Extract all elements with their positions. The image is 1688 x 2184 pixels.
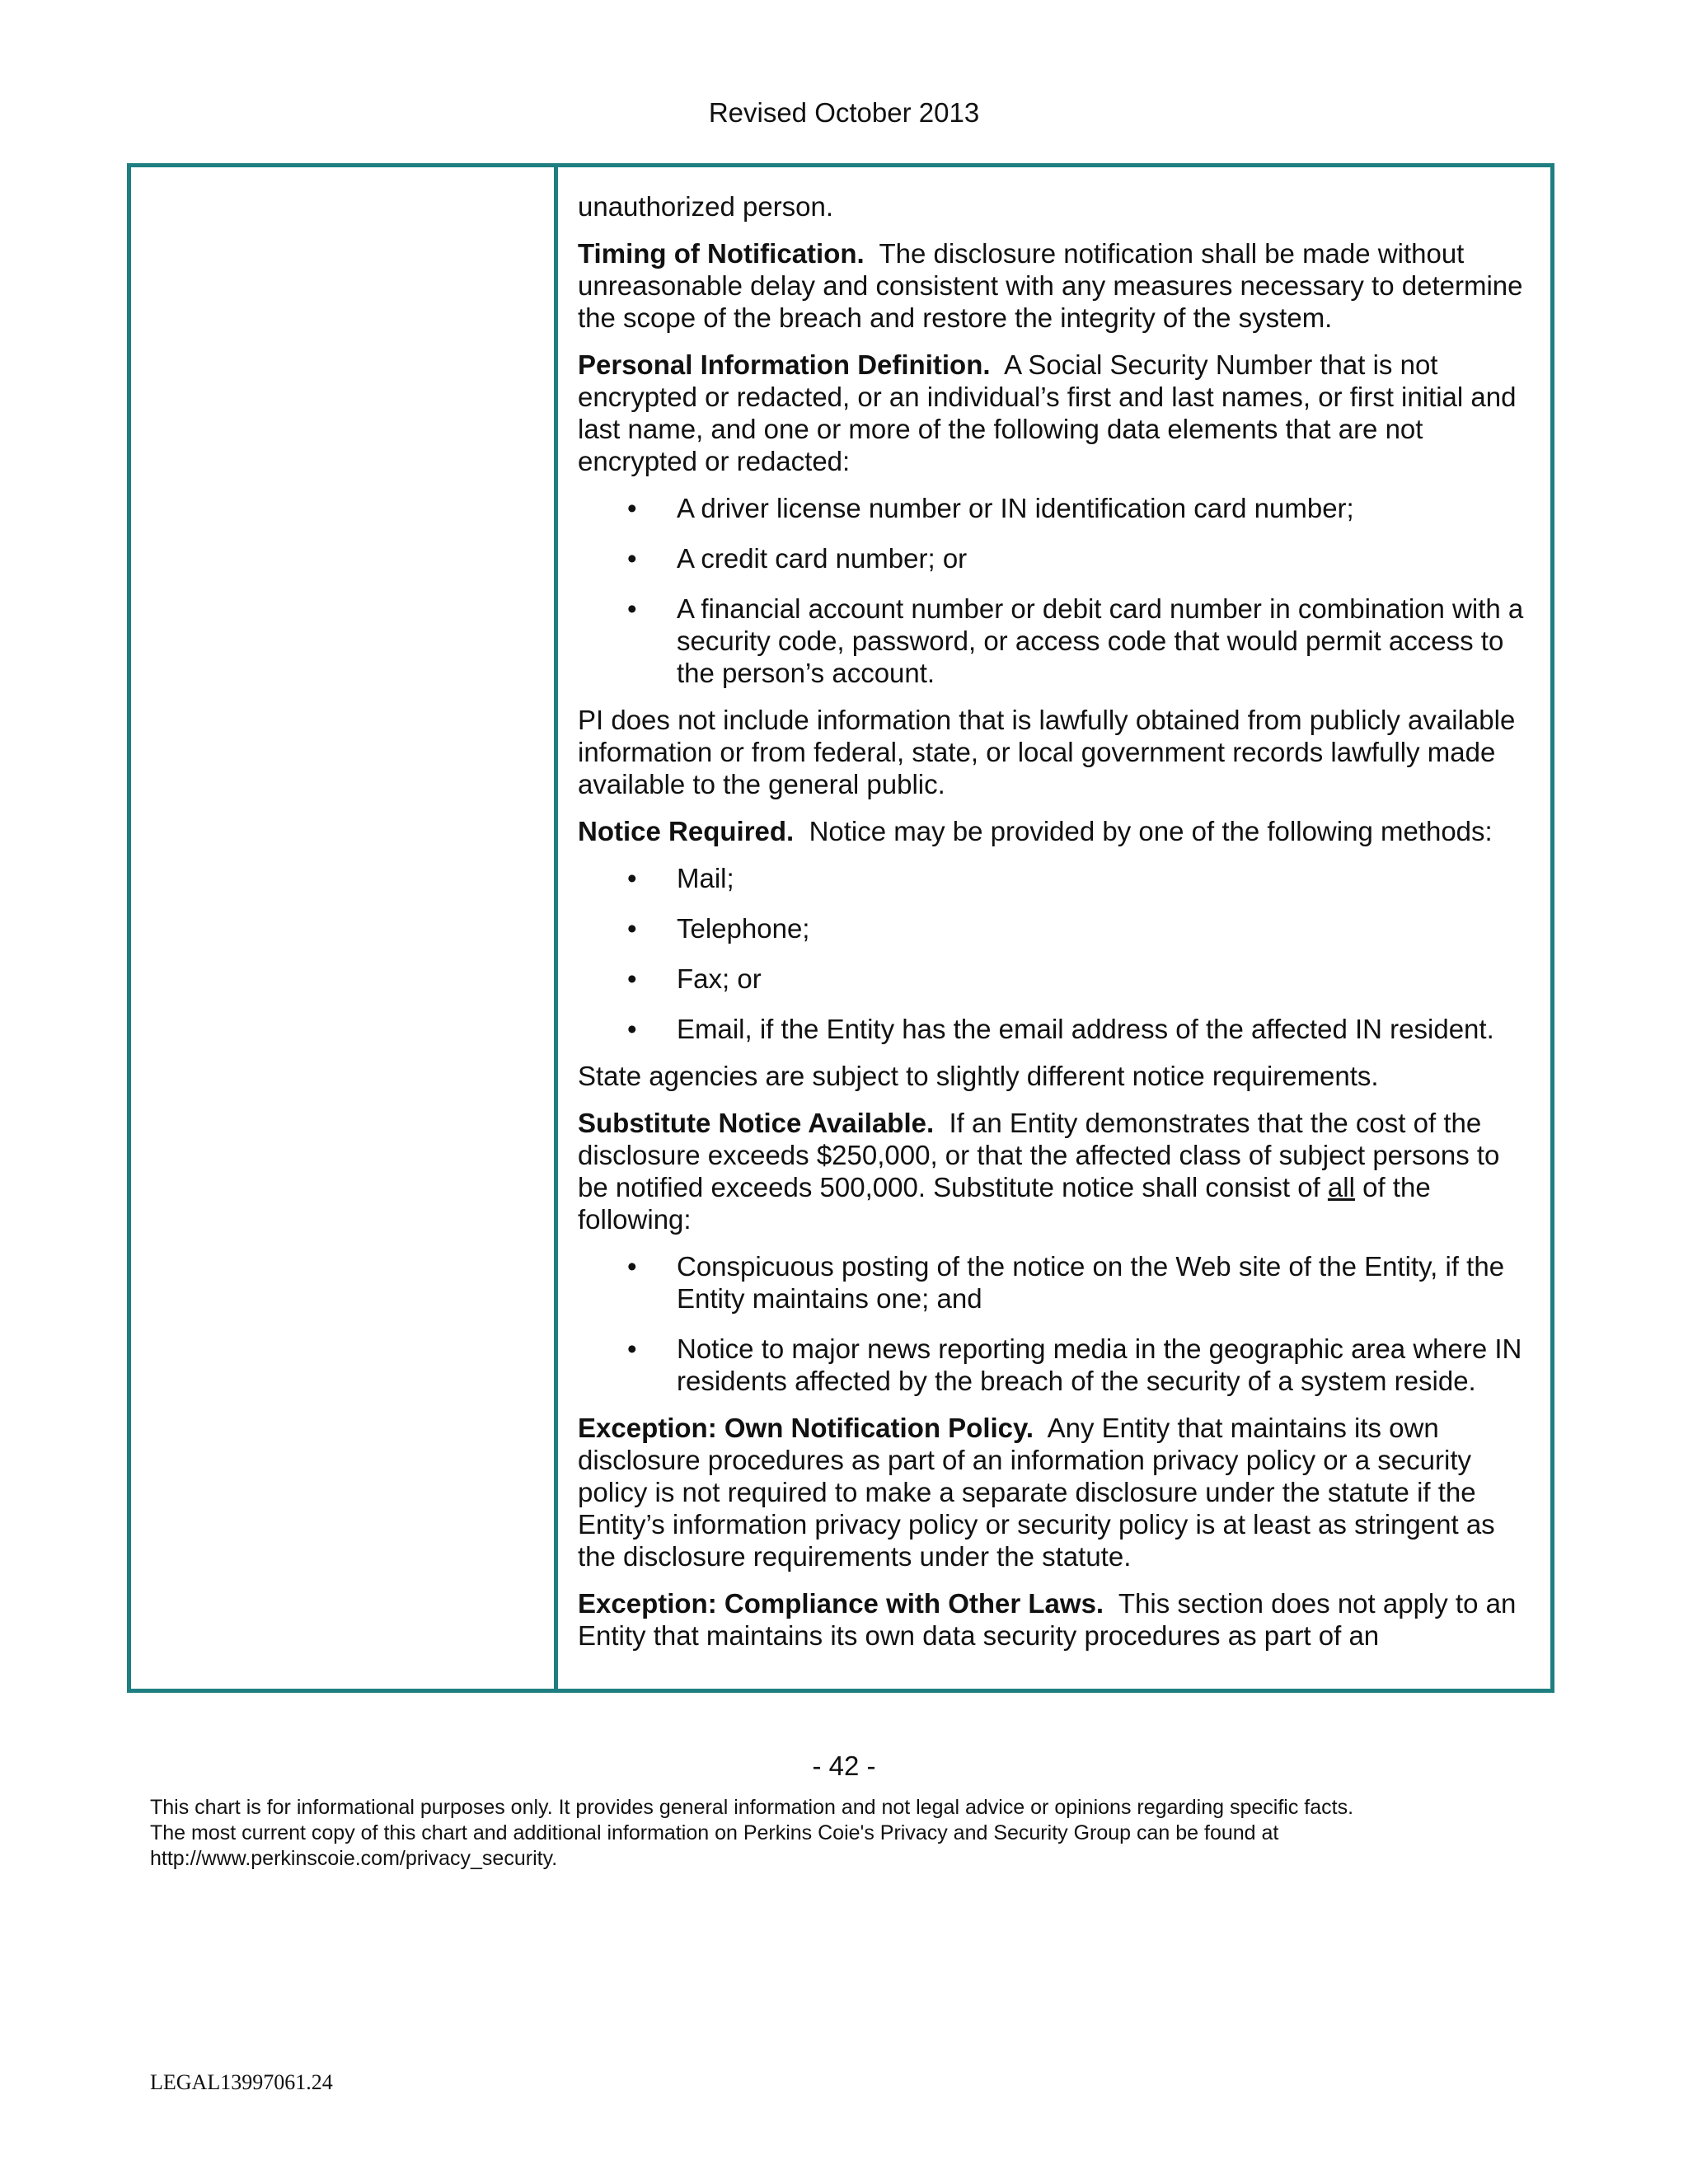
state-column — [131, 167, 558, 1689]
exception-own-policy-heading: Exception: Own Notification Policy. — [578, 1413, 1034, 1443]
substitute-text-before: If an Entity demonstrates that the cost of the disclosure exceeds $250,000, or that the affected class of subject persons to be notified exceeds 500,000. Substitute notice shall consist of — [578, 1108, 1500, 1202]
timing-text: The disclosure notification shall be made without unreasonable delay and consistent with any measures necessary to determine the scope of the breach and restore the integrity of the system. — [578, 238, 1523, 333]
substitute-text-after: of the following: — [578, 1172, 1431, 1235]
exception-other-laws-paragraph — [578, 1587, 1531, 1652]
notice-text: Notice may be provided by one of the following methods: — [809, 816, 1493, 846]
notice-paragraph — [578, 815, 1531, 847]
pi-definition-heading: Personal Information Definition. — [578, 349, 991, 380]
disclaimer-line: http://www.perkinscoie.com/privacy_security. — [150, 1847, 558, 1870]
list-item: • A driver license number or IN identification card number; — [677, 492, 1531, 524]
continued-text: unauthorized person. — [578, 191, 834, 222]
pi-definition-paragraph — [578, 349, 1531, 477]
exception-own-policy-paragraph — [578, 1412, 1531, 1572]
list-item: • Notice to major news reporting media in the geographic area where IN residents affected by the breach of the security of a system reside. — [677, 1333, 1531, 1397]
substitute-notice-list — [578, 1250, 1531, 1397]
pi-elements-list — [578, 492, 1531, 689]
page-number: - 42 - — [812, 1750, 876, 1781]
page-header: Revised October 2013 — [708, 97, 980, 128]
list-item: • Telephone; — [677, 912, 1531, 944]
exception-other-laws-text: This section does not apply to an Entity that maintains its own data security procedures as part of an — [578, 1588, 1517, 1651]
list-item: • Conspicuous posting of the notice on the Web site of the Entity, if the Entity maintains one; and — [677, 1250, 1531, 1315]
timing-heading: Timing of Notification. — [578, 238, 865, 269]
list-item: • A financial account number or debit card number in combination with a security code, password, or access code that would permit access to the person’s account. — [677, 593, 1531, 689]
list-item: • Fax; or — [677, 963, 1531, 995]
list-item: • Mail; — [677, 862, 1531, 894]
document-id: LEGAL13997061.24 — [150, 2070, 333, 2094]
pi-exclusion-paragraph: PI does not include information that is lawfully obtained from publicly available information or from federal, state, or local government records lawfully made available to the general public. — [578, 705, 1516, 799]
substitute-notice-heading: Substitute Notice Available. — [578, 1108, 935, 1138]
pi-definition-text: A Social Security Number that is not encrypted or redacted, or an individual’s first and last names, or first initial and last name, and one or more of the following data elements that are not encrypted or redacted: — [578, 349, 1517, 476]
notice-heading: Notice Required. — [578, 816, 795, 846]
disclaimer-line: The most current copy of this chart and additional information on Perkins Coie's Privacy and Security Group can be found at — [150, 1821, 1279, 1844]
substitute-underlined-word: all — [1327, 1172, 1355, 1202]
list-item: • A credit card number; or — [677, 542, 1531, 574]
exception-own-policy-text: Any Entity that maintains its own disclosure procedures as part of an information privacy policy or a security policy is not required to make a separate disclosure under the statute if the Entity’s information privacy policy or security policy is at least as stringent as the disclosure requirements under the statute. — [578, 1413, 1495, 1572]
list-item: • Email, if the Entity has the email address of the affected IN resident. — [677, 1013, 1531, 1045]
state-agencies-paragraph: State agencies are subject to slightly different notice requirements. — [578, 1061, 1379, 1091]
disclaimer-line: This chart is for informational purposes only. It provides general information and not legal advice or opinions regarding specific facts. — [150, 1796, 1354, 1819]
notice-methods-list — [578, 862, 1531, 1045]
timing-paragraph — [578, 237, 1531, 334]
exception-other-laws-heading: Exception: Compliance with Other Laws. — [578, 1588, 1104, 1619]
chart-table — [127, 163, 1554, 1693]
substitute-notice-paragraph — [578, 1107, 1531, 1235]
disclaimer — [150, 1795, 1551, 1872]
details-column — [558, 167, 1550, 1689]
